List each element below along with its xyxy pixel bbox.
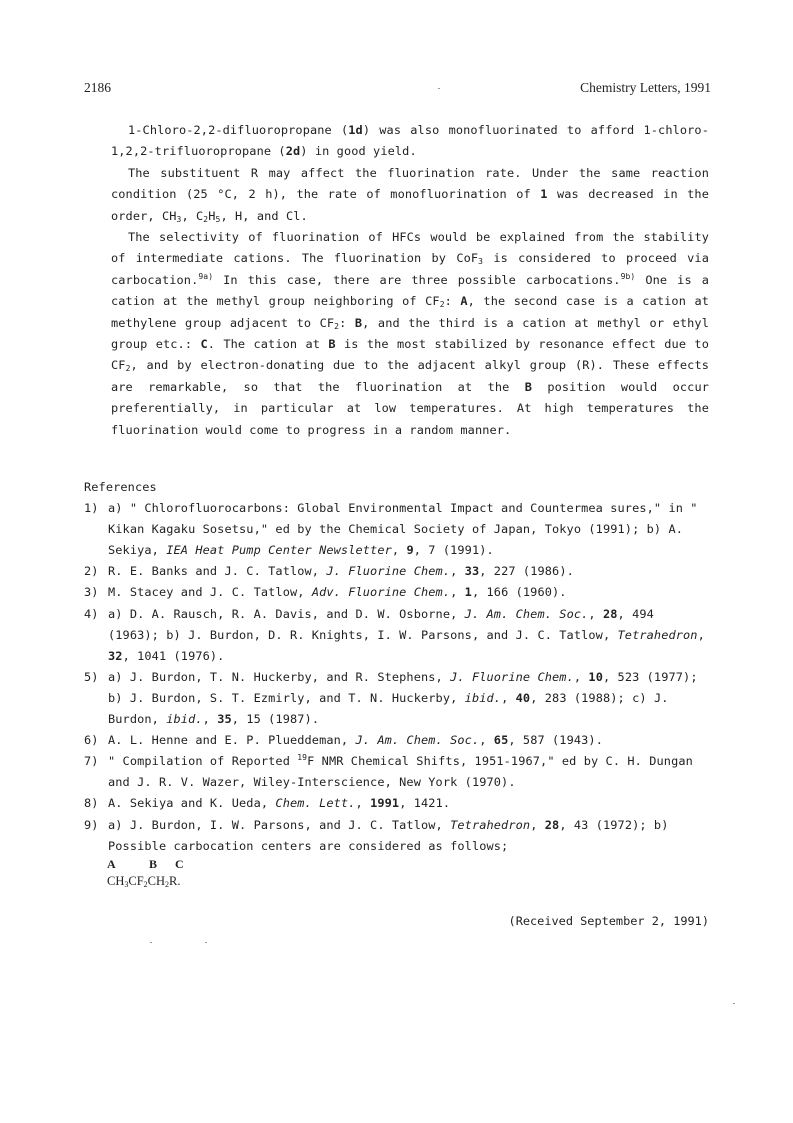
scan-speck (733, 1003, 735, 1004)
paragraph-2: The substituent R may affect the fluorination rate. Under the same reaction condition (25 °C, 2 h), the rate of monofluorination of 1 was decreased in the order, $CH_3$, $C_2H_5$, H, and Cl. (111, 165, 709, 224)
page-header (84, 80, 711, 98)
paragraph-3: The selectivity of fluorination of HFCs would be explained from the stability of intermediate cations. The fluorination by CoF$_3$ is considered to proceed via carbocation.$^{9a)}$ In this case, there are three possible carbocations.$^{9b)}$ One is a cation at the methyl group neighboring of $CF_2$: A, the second case is a cation at methylene group adjacent to $CF_2$: B, and the third is a cation at methyl or ethyl group etc.: C. The cation at B is the most stabilized by resonance effect due to $CF_2$, and by electron-donating due to the adjacent alkyl group (R). These effects are remarkable, so that the fluorination at the B position would occur preferentially, in particular at low temperatures. At high temperatures the fluorination would come to progress in a random manner. (111, 230, 710, 437)
journal-title: Chemistry Letters, 1991 (580, 80, 711, 95)
reference-8: 8) A. Sekiya and K. Ueda, Chem. Lett., 1991, 1421. (84, 796, 451, 811)
paragraph-1: 1-Chloro-2,2-difluoropropane (1d) was also monofluorinated to afford 1-chloro-1,2,2-trifluoropropane (2d) in good yield. (111, 123, 709, 159)
scan-speck (150, 942, 152, 943)
reference-4: 4) a) D. A. Rausch, R. A. Davis, and D. W. Osborne, J. Am. Chem. Soc., 28, 494 (1963); b) J. Burdon, D. R. Knights, I. W. Parsons, and J. C. Tatlow, Tetrahedron, 32, 1041 (1976). (84, 606, 705, 663)
references-section (84, 477, 710, 857)
received-date: (Received September 2, 1991) (508, 914, 709, 928)
reference-3: 3) M. Stacey and J. C. Tatlow, Adv. Fluorine Chem., 1, 166 (1960). (84, 585, 567, 600)
references-heading: References (84, 480, 157, 494)
reference-2: 2) R. E. Banks and J. C. Tatlow, J. Fluorine Chem., 33, 227 (1986). (84, 564, 574, 579)
body-text (111, 120, 709, 441)
reference-6: 6) A. L. Henne and E. P. Plueddeman, J. Am. Chem. Soc., 65, 587 (1943). (84, 733, 603, 748)
carbocation-formula (107, 856, 184, 890)
scan-speck (205, 942, 207, 943)
page-number: 2186 (84, 80, 111, 95)
reference-7: 7) " Compilation of Reported $^{19}$F NMR Chemical Shifts, 1951-1967," ed by C. H. Dungan and J. R. V. Wazer, Wiley-Interscience, New York (1970). (84, 753, 693, 790)
reference-5: 5) a) J. Burdon, T. N. Huckerby, and R. Stephens, J. Fluorine Chem., 10, 523 (1977); b) J. Burdon, S. T. Ezmirly, and T. N. Huckerby, ibid., 40, 283 (1988); c) J. Burdon, ibid., 35, 15 (1987). (84, 669, 698, 727)
formula-position-labels: A B C (107, 857, 184, 871)
reference-9: 9) a) J. Burdon, I. W. Parsons, and J. C. Tatlow, Tetrahedron, 28, 43 (1972); b) Possible carbocation centers are considered as follows; (84, 817, 669, 853)
reference-1: 1) a) " Chlorofluorocarbons: Global Environmental Impact and Countermea sures," in " Kikan Kagaku Sosetsu," ed by the Chemical Society of Japan, Tokyo (1991); b) A. Sekiya, IEA Heat Pump Center Newsletter, 9, 7 (1991). (84, 501, 698, 558)
formula-text: $CH_3CF_2CH_2R$. (107, 874, 181, 889)
scan-speck (438, 88, 440, 89)
